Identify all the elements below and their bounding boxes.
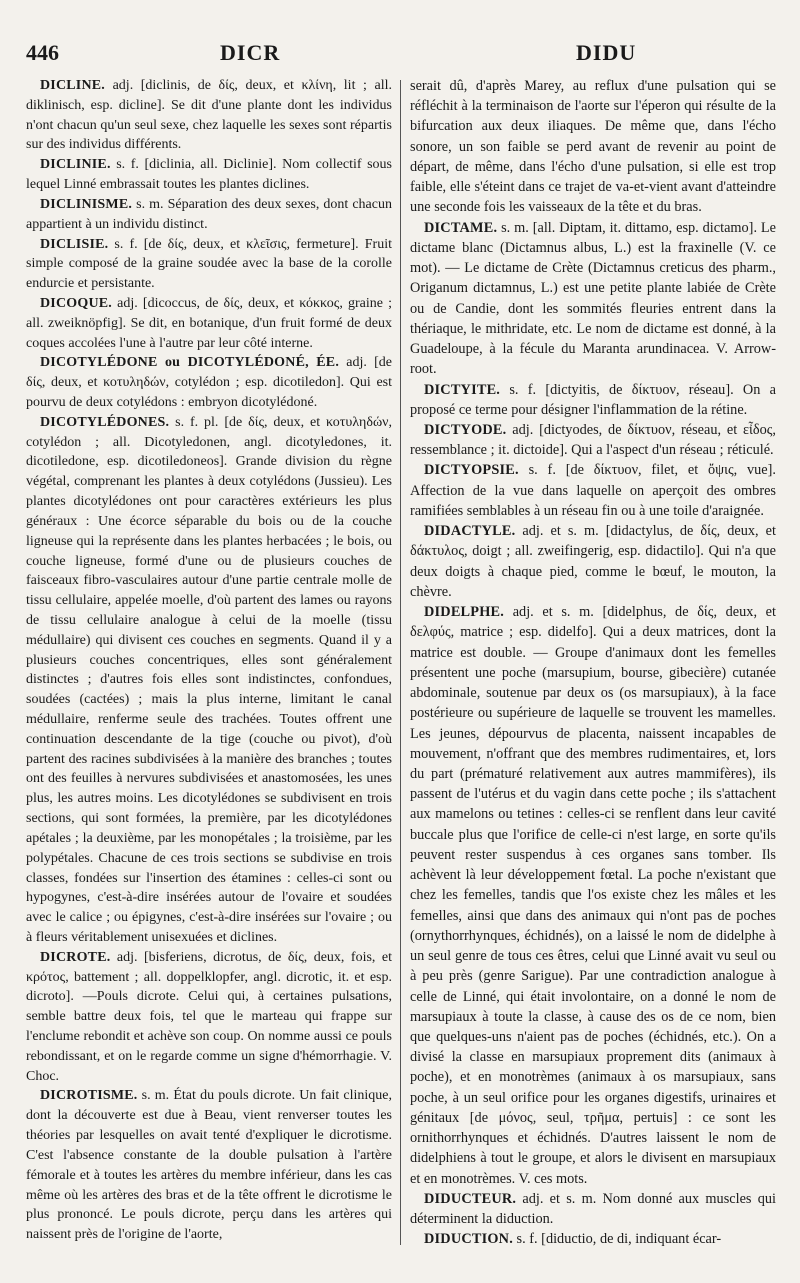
entry-headword: DICTAME. xyxy=(424,219,498,236)
page-number: 446 xyxy=(26,40,59,65)
entry-headword: DICOQUE. xyxy=(40,295,112,311)
dictionary-entry xyxy=(26,1086,392,1245)
left-running-head: DICR xyxy=(220,40,281,65)
dictionary-entry xyxy=(410,1229,776,1249)
entry-definition: s. f. [de δίς, deux, et κλεῖσις, fermeture]. Fruit simple composé de la graine soudée avec la base de la corolle endurcie et persistante. xyxy=(26,236,392,292)
dictionary-entry xyxy=(410,1189,776,1229)
dictionary-entry xyxy=(410,602,776,1189)
entry-definition: adj. [dictyodes, de δίκτυον, réseau, et εἶδος, ressemblance ; it. dictoide]. Qui a l'aspect d'un réseau ; réticulé. xyxy=(410,421,776,459)
entry-headword: DICTYOPSIE. xyxy=(424,462,519,479)
dictionary-entry xyxy=(410,521,776,602)
entry-definition: adj. et s. m. Nom donné aux muscles qui déterminent la diduction. xyxy=(410,1190,776,1228)
entry-headword: DIDUCTION. xyxy=(424,1231,513,1248)
page-header xyxy=(26,40,774,70)
entry-definition: s. m. Séparation des deux sexes, dont chacun appartient à un individu distinct. xyxy=(26,196,392,232)
entry-headword: DIDUCTEUR. xyxy=(424,1190,517,1207)
entry-headword: DICLINE. xyxy=(40,78,106,93)
right-running-head: DIDU xyxy=(576,40,637,65)
entry-definition: s. f. [de δίκτυον, filet, et ὄψις, vue]. Affection de la vue dans laquelle on aperçoit des ombres ramifiées semblables à un réseau fin ou à une toile d'araignée. xyxy=(410,462,776,519)
entry-headword: DICLINIE. xyxy=(40,157,111,173)
dictionary-entry xyxy=(26,155,392,195)
entry-definition: s. m. État du pouls dicrote. Un fait clinique, dont la découverte est due à Beau, vient renverser toutes les théories par lesquelles on avait tenté d'expliquer le dicrotisme. C'est l'absence constante de la double pulsation à l'artère fémorale et à toutes les artères du membre inférieur, dans les cas même où les artères des bras et de la tête offrent le dicrotisme le plus prononcé. Le pouls dicrote, perçu dans les artères qui naissent près de l'origine de l'aorte, xyxy=(26,1088,392,1243)
dictionary-entry xyxy=(26,294,392,353)
entry-headword: DICTYODE. xyxy=(424,421,507,438)
entry-headword: DIDACTYLE. xyxy=(424,523,516,540)
entry-definition: s. f. [diductio, de di, indiquant écar- xyxy=(512,1231,722,1248)
dictionary-entry xyxy=(26,235,392,294)
entry-definition: adj. [de δίς, deux, et κοτυληδών, cotylédon ; esp. dicotiledon]. Qui est pourvu de deux cotylédons : embryon dicotylédoné. xyxy=(26,355,393,410)
entry-definition: adj. et s. m. [didactylus, de δίς, deux, et δάκτυλος, doigt ; all. zweifingerig, esp. didactilo]. Qui n'a que deux doigts à chaque pied, comme le bœuf, le mouton, la chèvre. xyxy=(410,523,776,600)
entry-headword: DICLISIE. xyxy=(40,236,109,252)
entry-headword: DICOTYLÉDONES. xyxy=(40,414,170,430)
entry-headword: DICROTISME. xyxy=(40,1088,138,1104)
entry-headword: DICOTYLÉDONE ou DICOTYLÉDONÉ, ÉE. xyxy=(40,355,340,371)
entry-headword: DICTYITE. xyxy=(424,381,501,398)
entry-definition: adj. et s. m. [didelphus, de δίς, deux, et δελφύς, matrice ; esp. didelfo]. Qui a deux matrices, dont la matrice est double. — Groupe d'animaux dont les femelles présentent une poche (marsupium, bourse, gibecière) cutanée abdominale, soutenue par deux os (os marsupiaux), à la face postérieure ou supérieure de laquelle se trouvent les mamelles. Les jeunes, dépourvus de placenta, naissent incapables de mouvement, n'offrant que des membres rudimentaires, et, lors du part (prématuré relativement aux autres mammifères), ils passent de l'utérus et du vagin dans cette poche ; ils s'attachent aux mamelons ou tetines : celles-ci se renflent dans leur cavité buccale plus que l'orifice de celle-ci n'est large, en sorte qu'ils peuvent rester suspendus à ces organes sans tomber. Ils achèvent là leur développement fœtal. La poche n'existant que chez les femelles, tandis que l'os existe chez les mâles et les femelles, ainsi que dans des animaux qui n'ont pas de poches (ornythorrhynques, échidnés), on a laissé le nom de didelphe à un seul genre de tous ces êtres, celui que Linné avait vu seul ou à peu près (genre Sarigue). Par une contradiction analogue à celle de Linné, qui était involontaire, on a donné le nom de marsupiaux à toute la classe, à cause des os de ce nom, bien que quelques-uns n'aient pas de poches (échidnés, etc.). On a divisé la classe en marsupiaux proprement dits (animaux à poche), et en monotrèmes (animaux à os marsupiaux, sans poche, à un seul orifice pour les organes digestifs, urinaires et génitaux [de μόνος, seul, τρῆμα, pertuis] : ce sont les ornithorrhynques et échidnés. D'autres laissent le nom de didelphiens à tout le groupe, et alors le divisent en marsupiaux et en monotrèmes. V. ces mots. xyxy=(410,604,776,1187)
dictionary-entry-continued xyxy=(410,76,776,218)
right-column xyxy=(410,76,776,1250)
entry-headword: DIDELPHE. xyxy=(424,604,505,621)
entry-definition: s. f. [dictyitis, de δίκτυον, réseau]. On a proposé ce terme pour désigner l'inflammation de la rétine. xyxy=(410,381,776,418)
dictionary-entry xyxy=(410,460,776,521)
dictionary-entry xyxy=(26,76,392,155)
entry-definition: adj. [dicoccus, de δίς, deux, et κόκκος, graine ; all. zweiknöpfig]. Se dit, en botanique, d'un fruit formé de deux coques accolées l'une à l'autre par leur côté interne. xyxy=(26,295,392,351)
dictionary-entry xyxy=(410,218,776,380)
dictionary-entry xyxy=(410,420,776,460)
dictionary-entry xyxy=(410,380,776,420)
dictionary-entry xyxy=(26,195,392,235)
entry-definition: adj. [bisferiens, dicrotus, de δίς, deux, fois, et κρότος, battement ; all. doppelklopfer, angl. dicrotic, it. et esp. dicroto]. —Pouls dicrote. Celui qui, à certaines pulsations, semble battre deux fois, tel que le marteau qui frappe sur l'enclume rebondit et achève son coup. On nomme aussi ce pouls rebondissant, et on le regarde comme un signe d'hémorrhagie. V. Choc. xyxy=(26,949,392,1084)
entry-definition: s. m. [all. Diptam, it. dittamo, esp. dictamo]. Le dictame blanc (Dictamnus albus, L.) est la fraxinelle (V. ce mot). — Le dictame de Crète (Dictamnus creticus des pharm., Origanum dictamnus, L.) est une petite plante labiée de Crète ou de Candie, dont les sommités fleuries entrent dans la thériaque, le mithridate, etc. Le nom de dictame est donné, à la Guadeloupe, à la fécule du Maranta arundinacea. V. Arrow-root. xyxy=(410,219,776,378)
left-column xyxy=(26,76,392,1245)
entry-definition: adj. [diclinis, de δίς, deux, et κλίνη, lit ; all. diklinisch, esp. dicline]. Se dit d'une plante dont les individus n'ont chacun qu'un seul sexe, chez laquelle les sexes sont répartis sur des individus différents. xyxy=(26,78,392,153)
entry-definition: serait dû, d'après Marey, au reflux d'une pulsation qui se réfléchit à la terminaison de l'aorte sur l'éperon qui résulte de la bifurcation aux deux iliaques. De même que, dans l'écho sonore, un son faible se perd avant de revenir au point de départ, de même, dans l'écho d'une pulsation, si elle est trop faible, elle s'éteint dans ce trajet de va-et-vient avant d'atteindre une seconde fois les vaisseaux de la tête et du bras. xyxy=(410,78,776,216)
entry-headword: DICLINISME. xyxy=(40,196,133,212)
entry-definition: s. f. pl. [de δίς, deux, et κοτυληδών, cotylédon ; all. Dicotyledonen, angl. dicotyledones, it. dicotiledone, esp. dicotiledoneos]. Grande division du règne végétal, comprenant les plantes à deux cotylédons (Jussieu). Les plantes dicotylédones ont pour caractères extérieurs les plus généraux : Une écorce séparable du bois ou de la couche ligneuse qui la représente dans les plantes herbacées ; le bois, ou couche ligneuse, formé d'une ou de plusieurs couches de faisceaux fibro-vasculaires autour d'une partie centrale molle de tissu cellulaire, appelée moelle, d'où partent des lames ou rayons de tissu cellulaire analogue à celui de la moelle (tissu médullaire) qui divisent ces couches en segments. Quand il y a plusieurs couches concentriques, elles sont généralement distinctes ; d'autres fois elles sont indistinctes, confondues, soudées (cactées) ; mais la plus interne, limitant le canal médullaire, renferme seule des trachées. Toutes offrent une continuation descendante de la tige (couche ou pivot), d'où partent des racines subdivisées à la manière des branches ; toutes ont des feuilles à nervures subdivisées et anastomosées, les unes plus, les autres moins. Les dicotylédones se subdivisent en trois sections, qui sont formées, la première, par les dicotylédones apétales ; la deuxième, par les monopétales ; la troisième, par les polypétales. Chacune de ces trois sections se subdivise en trois classes, fondées sur l'insertion des étamines : celles-ci sont ou hypogynes, c'est-à-dire insérées autour de l'ovaire et soudées avec le calice ; ou épigynes, c'est-à-dire insérées sur l'ovaire ; ou à fleurs véritablement unisexuées et diclines. xyxy=(26,414,392,945)
entry-headword: DICROTE. xyxy=(40,949,111,965)
dictionary-entry xyxy=(26,948,392,1087)
entry-definition: s. f. [diclinia, all. Diclinie]. Nom collectif sous lequel Linné embrassait toutes les plantes diclines. xyxy=(26,157,392,193)
dictionary-entry xyxy=(26,353,392,412)
dictionary-entry xyxy=(26,413,392,948)
text-columns xyxy=(26,76,776,1256)
